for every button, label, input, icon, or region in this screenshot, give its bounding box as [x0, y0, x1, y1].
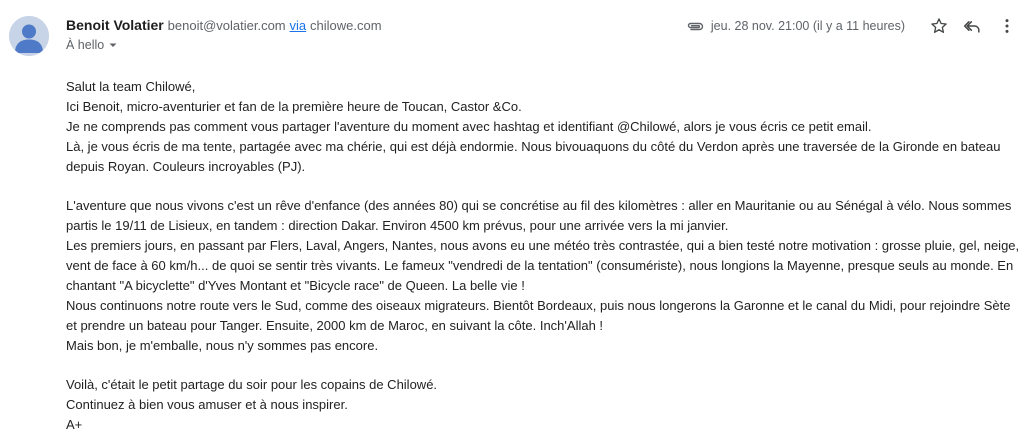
- body-line: Mais bon, je m'emballe, nous n'y sommes pas encore.: [66, 338, 379, 353]
- avatar[interactable]: [9, 16, 49, 56]
- via-link[interactable]: via: [289, 18, 307, 33]
- body-line: A+: [66, 417, 83, 432]
- body-line: Les premiers jours, en passant par Flers, Laval, Angers, Nantes, nous avons eu une météo très contrastée, qui a bien testé notre motivation : grosse pluie, gel, neige,: [66, 238, 1020, 253]
- more-options-button[interactable]: [993, 12, 1021, 40]
- caret-down-icon: [108, 37, 118, 53]
- body-line: Ici Benoit, micro-aventurier et fan de la première heure de Toucan, Castor &Co.: [66, 99, 522, 114]
- message-meta: [685, 14, 1024, 38]
- message-date: jeu. 28 nov. 21:00 (il y a 11 heures): [710, 19, 905, 33]
- body-line: vent de face à 60 km/h... de quoi se sentir très vivants. Le fameux "vendredi de la tentation" (consumériste), nous longions la Mayenne, presque seuls au monde. En: [66, 258, 1014, 273]
- reply-icon: [963, 16, 983, 36]
- body-line: partis le 19/11 de Lisieux, en tandem : direction Dakar. Environ 4500 km prévus, pour une arrivée vers la mi janvier.: [66, 218, 729, 233]
- body-line: et prendre un bateau pour Tanger. Ensuite, 2000 km de Maroc, en suivant la côte. Inch'Allah !: [66, 318, 604, 333]
- body-line: Nous continuons notre route vers le Sud, comme des oiseaux migrateurs. Bientôt Bordeaux, puis nous longerons la Garonne et le canal du Midi, pour rejoindre Sète: [66, 298, 1011, 313]
- star-icon: [929, 16, 949, 36]
- recipient-label: À hello: [66, 38, 105, 52]
- sender-line: [66, 16, 382, 35]
- body-line: Là, je vous écris de ma tente, partagée avec ma chérie, qui est déjà endormie. Nous bivouaquons du côté du Verdon après une traversée de la Gironde en bateau: [66, 139, 1001, 154]
- body-paragraph: [66, 77, 1021, 177]
- body-line: chantant "A bicyclette" d'Yves Montant et "Bicycle race" de Queen. La belle vie !: [66, 278, 525, 293]
- body-line: L'aventure que nous vivons c'est un rêve d'enfance (des années 80) qui se concrétise au fil des kilomètres : aller en Mauritanie ou au Sénégal à vélo. Nous sommes: [66, 198, 1012, 213]
- sender-name[interactable]: Benoit Volatier: [66, 17, 164, 33]
- more-vert-icon: [997, 16, 1017, 36]
- body-line: Salut la team Chilowé,: [66, 79, 196, 94]
- body-paragraph: [66, 196, 1021, 356]
- recipient-details-toggle[interactable]: [66, 37, 118, 53]
- via-domain: chilowe.com: [310, 18, 382, 33]
- body-line: Voilà, c'était le petit partage du soir pour les copains de Chilowé.: [66, 377, 438, 392]
- star-button[interactable]: [925, 12, 953, 40]
- message-body: [66, 77, 1021, 435]
- paperclip-icon: [685, 16, 705, 36]
- sender-email: benoit@volatier.com: [167, 18, 286, 33]
- body-paragraph: [66, 375, 1021, 435]
- body-line: Je ne comprends pas comment vous partager l'aventure du moment avec hashtag et identifiant @Chilowé, alors je vous écris ce petit email.: [66, 119, 872, 134]
- body-line: Continuez à bien vous amuser et à nous inspirer.: [66, 397, 348, 412]
- reply-button[interactable]: [959, 12, 987, 40]
- person-icon: [9, 16, 49, 56]
- body-line: depuis Royan. Couleurs incroyables (PJ).: [66, 159, 306, 174]
